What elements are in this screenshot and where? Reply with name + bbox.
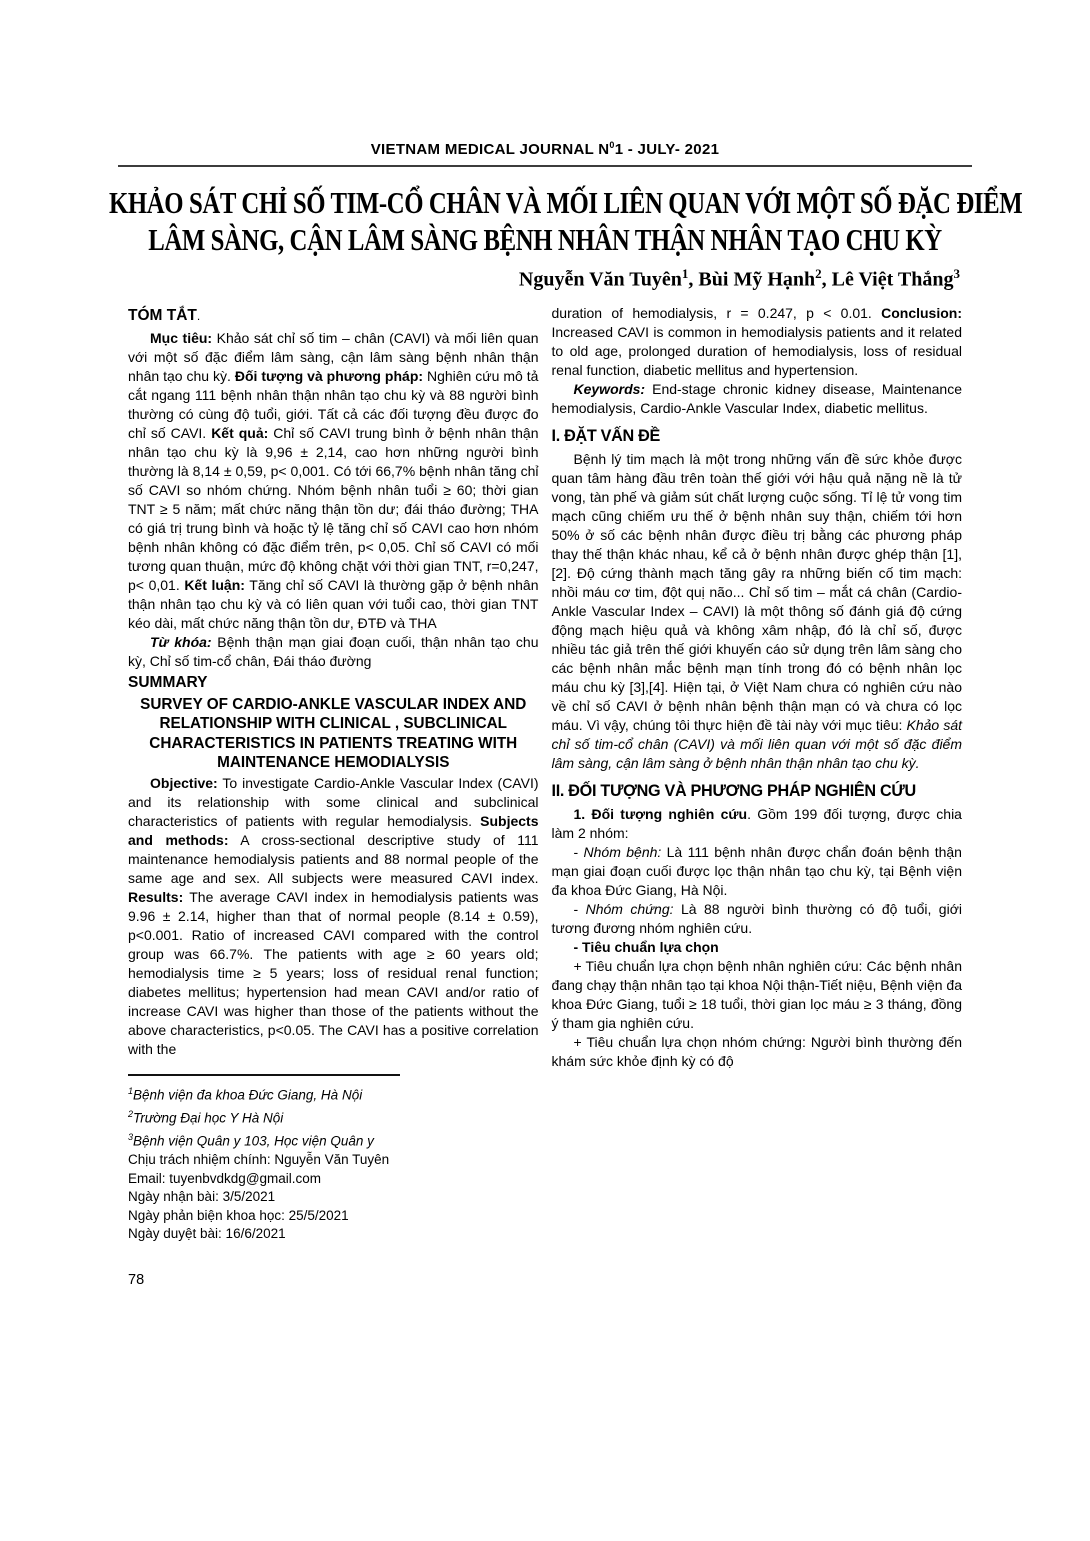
disease-group-text: Là 111 bệnh nhân được chẩn đoán bệnh thận mạn giai đoạn cuối được lọc thận nhân tạo chu kỳ, tại Bệnh viện đa khoa Đức Giang, Hà Nội. bbox=[551, 843, 962, 898]
left-column bbox=[128, 304, 539, 1290]
study-subjects-label: 1. Đối tượng nghiên cứu bbox=[573, 805, 748, 822]
vietnamese-keywords-label: Từ khóa: bbox=[150, 633, 212, 650]
affiliation-3-text: Bệnh viện Quân y 103, Học viện Quân y bbox=[133, 1133, 374, 1149]
selection-criteria-label: - Tiêu chuẩn lựa chọn bbox=[573, 938, 719, 955]
summary-results-label: Results: bbox=[128, 888, 184, 905]
section-2-heading: II. ĐỐI TƯỢNG VÀ PHƯƠNG PHÁP NGHIÊN CỨU bbox=[551, 781, 916, 800]
author-1: Nguyễn Văn Tuyên bbox=[518, 268, 682, 291]
right-column bbox=[552, 304, 963, 1290]
selection-criteria-heading bbox=[552, 938, 963, 957]
study-subjects-paragraph bbox=[552, 805, 963, 843]
journal-issue-superscript: 0 bbox=[609, 140, 615, 150]
author-3: , Lê Việt Thắng bbox=[821, 268, 954, 291]
corresponding-author-note: Chịu trách nhiệm chính: Nguyễn Văn Tuyên bbox=[128, 1151, 390, 1167]
control-group-paragraph bbox=[552, 900, 963, 938]
study-subjects-text: . Gồm 199 đối tượng, được chia làm 2 nhóm: bbox=[551, 805, 962, 841]
abstract-results-label: Kết quả: bbox=[211, 424, 269, 441]
affiliation-1-text: Bệnh viện đa khoa Đức Giang, Hà Nội bbox=[133, 1087, 363, 1103]
reviewed-date-note: Ngày phản biện khoa học: 25/5/2021 bbox=[128, 1207, 349, 1223]
accepted-date-note: Ngày duyệt bài: 16/6/2021 bbox=[128, 1226, 286, 1242]
abstract-objective-label: Mục tiêu: bbox=[150, 329, 213, 346]
english-keywords-label: Keywords: bbox=[573, 380, 646, 397]
abstract-heading-dot: . bbox=[196, 308, 201, 323]
affiliation-3 bbox=[128, 1128, 539, 1151]
footnotes-block bbox=[128, 1082, 539, 1244]
affiliation-1 bbox=[128, 1082, 539, 1105]
journal-header bbox=[118, 136, 972, 167]
introduction-text: Bệnh lý tim mạch là một trong những vấn đề sức khỏe được quan tâm hàng đầu trên toàn thế giới với hậu quả nặng nề là tử vong, tàn phế và giảm sút chất lượng cuộc sống. Tỉ lệ tử vong tim mạch cũng chiếm ưu thế ở bệnh nhân suy thận, chiếm tới hơn 50% ở số các bệnh nhân được điều trị bằng các phương pháp thay thế thận khác nhau, kể cả ở bệnh nhân được ghép thận [1],[2]. Độ cứng thành mạch tăng gây ra những biến cố tim mạch: nhồi máu cơ tim, đột quị não... Chỉ số tim – mắt cá chân (Cardio-Ankle Vascular Index – CAVI) là một thông số đánh giá độ cứng động mạch hiệu quả và không xâm nhập, đó là chỉ số, được nhiều tác giả trên thế giới khuyến cáo sử dụng trên lâm sàng cho các bệnh nhân mắc bệnh mạn tính trong đó có bệnh nhân lọc máu chu kỳ [3],[4]. Hiện tại, ở Việt Nam chưa có nghiên cứu nào về chỉ số CAVI ở bệnh nhân bệnh thận mạn có và chưa có lọc máu. Vì vậy, chúng tôi thực hiện đề tài này với mục tiêu: bbox=[551, 450, 962, 733]
affiliation-2 bbox=[128, 1105, 539, 1128]
article-title bbox=[0, 184, 1090, 258]
abstract-conclusion-label: Kết luận: bbox=[184, 576, 245, 593]
summary-continuation-paragraph bbox=[552, 304, 963, 380]
footnote-divider bbox=[128, 1074, 400, 1076]
control-group-text: Là 88 người bình thường có độ tuổi, giới tương đương nhóm nghiên cứu. bbox=[551, 900, 962, 936]
journal-issue-date: 1 - JULY- 2021 bbox=[614, 141, 720, 158]
abstract-heading-label: TÓM TẮT bbox=[128, 306, 197, 324]
abstract-heading bbox=[128, 305, 539, 327]
affiliation-2-text: Trường Đại học Y Hà Nội bbox=[133, 1110, 284, 1126]
affiliation-2-mark: 2 bbox=[128, 1108, 134, 1119]
abstract-results-text: Chỉ số CAVI trung bình ở bệnh nhân thận nhân tạo chu kỳ là 9,96 ± 2,14, cao hơn những người bình thường là 8,14 ± 0,59, p< 0,001. Có tới 66,7% bệnh nhân tăng chỉ số CAVI so nhóm chứng. Nhóm bệnh nhân tuổi ≥ 60; thời gian TNT ≥ 5 năm; mất chức năng thận tồn dư; đái tháo đường; THA có giá trị trung bình và hoặc tỷ lệ tăng chỉ số CAVI cao hơn nhóm bệnh nhân không có đặc điểm trên, p< 0,05. Chỉ số CAVI có mối tương quan thuận, mức độ không chặt với thời gian TNT, r=0,247, p< 0,01. bbox=[128, 424, 539, 593]
summary-continuation-text: duration of hemodialysis, r = 0.247, p < 0.01. bbox=[551, 304, 882, 321]
control-criteria-paragraph: + Tiêu chuẩn lựa chọn nhóm chứng: Người bình thường đến khám sức khỏe định kỳ có độ bbox=[551, 1033, 962, 1069]
summary-methods-text: A cross-sectional descriptive study of 111 maintenance hemodialysis patients and 88 normal people of the same age and sex. All subjects were measured CAVI index. bbox=[128, 831, 539, 886]
summary-paragraph bbox=[128, 774, 539, 1059]
disease-group-label: Nhóm bệnh: bbox=[583, 843, 662, 860]
abstract-methods-label: Đối tượng và phương pháp: bbox=[234, 367, 424, 384]
author-3-affiliation-mark: 3 bbox=[953, 266, 960, 281]
vietnamese-keywords-text: Bệnh thận mạn giai đoạn cuối, thận nhân tạo chu kỳ, Chỉ số tim-cổ chân, Đái tháo đường bbox=[128, 633, 539, 669]
summary-conclusion-text: Increased CAVI is common in hemodialysis patients and it related to old age, prolonged duration of hemodialysis, loss of residual renal function, diabetic mellitus and hypertension. bbox=[551, 323, 962, 378]
disease-group-paragraph bbox=[552, 843, 963, 900]
summary-objective-text: To investigate Cardio-Ankle Vascular Index (CAVI) and its relationship with some clinical and subclinical characteristics of patients with regular hemodialysis. bbox=[128, 774, 539, 829]
author-2: , Bùi Mỹ Hạnh bbox=[688, 268, 816, 291]
email-note: Email: tuyenbvdkdg@gmail.com bbox=[128, 1170, 322, 1186]
abstract-conclusion-text: Tăng chỉ số CAVI là thường gặp ở bệnh nhân thận nhân tạo chu kỳ và có liên quan với tuổi cao, thời gian TNT kéo dài, mất chức năng thận tồn dư, ĐTĐ và THA bbox=[128, 576, 539, 631]
control-group-dash: - bbox=[573, 900, 586, 917]
abstract-objective-text: Khảo sát chỉ số tim – chân (CAVI) và mối liên quan với một số đặc điểm lâm sàng, cận lâm sàng bệnh nhân thận nhân tạo chu kỳ. bbox=[128, 329, 539, 384]
summary-results-text: The average CAVI index in hemodialysis patients was 9.96 ± 2.14, higher than that of normal people (8.14 ± 0.59), p<0.001. Ratio of increased CAVI compared with the control group was 66.7%. The patients with age ≥ 60 years old; hemodialysis time ≥ 5 years; loss of residual renal function; diabetes mellitus; hypertension had mean CAVI and/or ratio of increase CAVI was higher than those of the patients without the above characteristics, p<0.05. The CAVI has a positive correlation with the bbox=[128, 888, 539, 1057]
english-keywords-text: End-stage chronic kidney disease, Maintenance hemodialysis, Cardio-Ankle Vascular Index, diabetic mellitus. bbox=[551, 380, 962, 416]
received-date-note: Ngày nhận bài: 3/5/2021 bbox=[128, 1189, 276, 1205]
summary-methods-label: Subjects and methods: bbox=[128, 812, 539, 848]
page-number: 78 bbox=[128, 1271, 145, 1288]
summary-objective-label: Objective: bbox=[150, 774, 218, 791]
english-keywords-paragraph bbox=[552, 380, 963, 418]
affiliation-1-mark: 1 bbox=[128, 1085, 134, 1096]
two-column-body bbox=[128, 304, 962, 1290]
article-title-line-1: KHẢO SÁT CHỈ SỐ TIM-CỔ CHÂN VÀ MỐI LIÊN QUAN VỚI MỘT SỐ ĐẶC ĐIỂM bbox=[109, 185, 1023, 220]
section-1-heading: I. ĐẶT VẤN ĐỀ bbox=[551, 426, 661, 445]
abstract-paragraph bbox=[128, 329, 539, 633]
study-objective-italic-text: Khảo sát chỉ số tim-cổ chân (CAVI) và mối liên quan với một số đặc điểm lâm sàng, cận lâm sàng ở bệnh nhân thận nhân tạo chu kỳ. bbox=[551, 716, 962, 771]
article-title-line-2: LÂM SÀNG, CẬN LÂM SÀNG BỆNH NHÂN THẬN NHÂN TẠO CHU KỲ bbox=[148, 222, 942, 257]
disease-group-dash: - bbox=[573, 843, 584, 860]
author-2-affiliation-mark: 2 bbox=[815, 266, 822, 281]
summary-conclusion-label: Conclusion: bbox=[881, 304, 962, 321]
summary-title: SURVEY OF CARDIO-ANKLE VASCULAR INDEX AND RELATIONSHIP WITH CLINICAL , SUBCLINICAL CHARACTERISTICS IN PATIENTS TREATING WITH MAINTENANCE HEMODIALYSIS bbox=[140, 695, 527, 772]
abstract-methods-text: Nghiên cứu mô tả cắt ngang 111 bệnh nhân thận nhân tạo chu kỳ và 88 người bình thường có cùng độ tuổi, giới. Tất cả các đối tượng đều được đo chỉ số CAVI. bbox=[128, 367, 539, 441]
introduction-paragraph bbox=[552, 450, 963, 773]
control-group-label: Nhóm chứng: bbox=[585, 900, 674, 917]
summary-heading: SUMMARY bbox=[128, 673, 208, 691]
authors-line bbox=[130, 261, 960, 293]
journal-name: VIETNAM MEDICAL JOURNAL N bbox=[370, 141, 610, 158]
patient-criteria-paragraph: + Tiêu chuẩn lựa chọn bệnh nhân nghiên cứu: Các bệnh nhân đang chạy thận nhân tạo tại khoa Nội thận-Tiết niệu, Bệnh viện đa khoa Đức Giang, tuổi ≥ 18 tuổi, thời gian lọc máu ≥ 3 tháng, đồng ý tham gia nghiên cứu. bbox=[551, 957, 962, 1031]
vietnamese-keywords-paragraph bbox=[128, 633, 539, 671]
affiliation-3-mark: 3 bbox=[128, 1131, 134, 1142]
author-1-affiliation-mark: 1 bbox=[681, 266, 689, 281]
